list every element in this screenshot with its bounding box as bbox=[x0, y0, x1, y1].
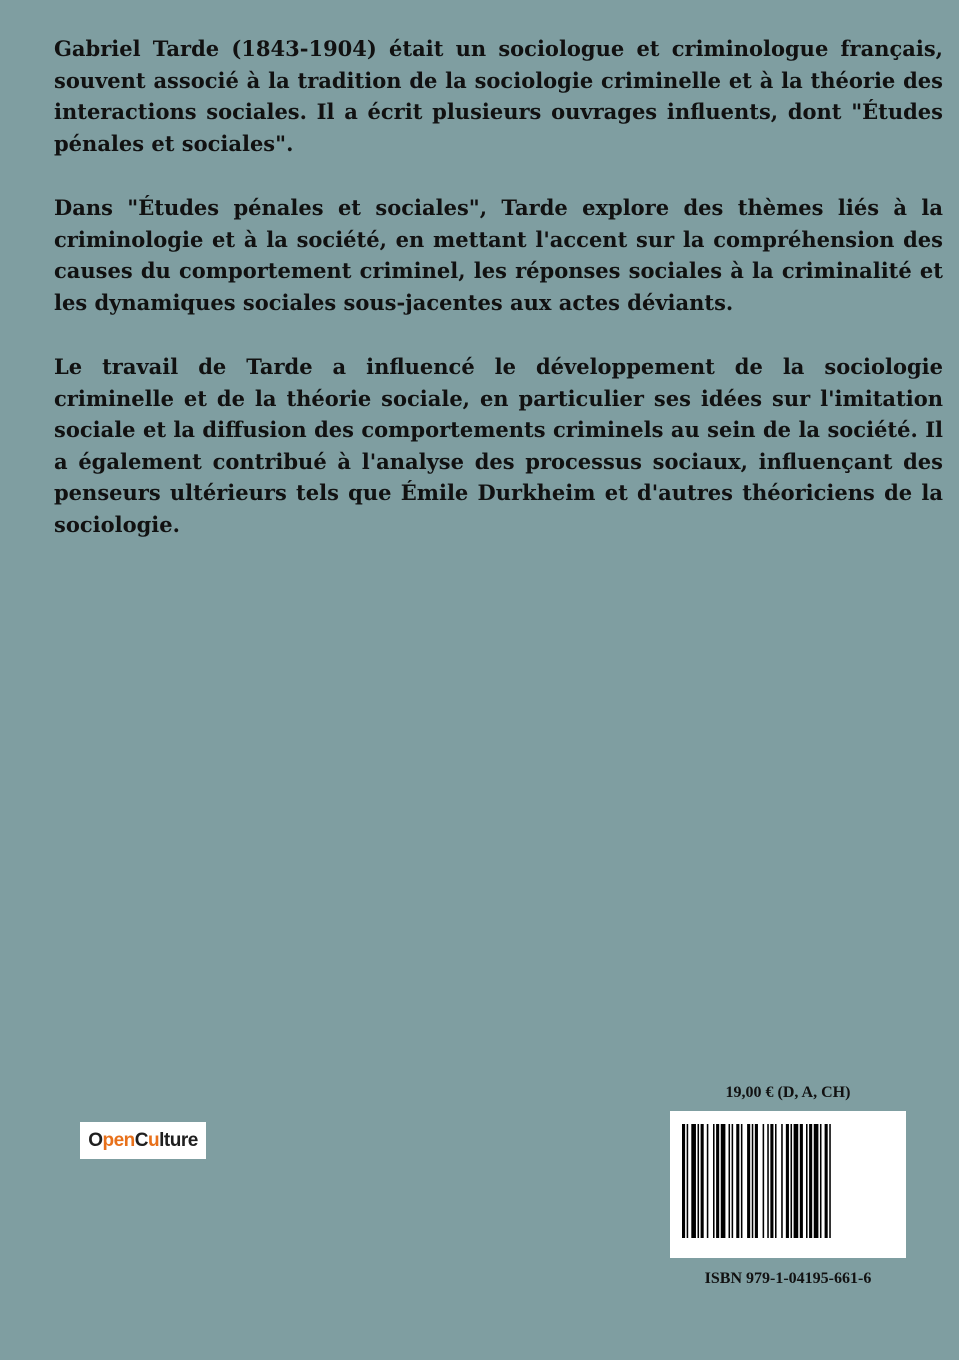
barcode-bar bbox=[736, 1124, 739, 1238]
barcode-bar bbox=[752, 1124, 754, 1238]
paragraph-biography: Gabriel Tarde (1843-1904) était un sociologue et criminologue français, souvent associé à la tradition de la sociologie criminelle et à la théorie des interactions sociales. Il a écrit plusieurs ouvrages influents, dont "Études pénales et sociales". bbox=[54, 36, 943, 156]
barcode-bar bbox=[829, 1124, 831, 1238]
barcode-bar bbox=[781, 1124, 783, 1238]
barcode-bar bbox=[794, 1124, 799, 1238]
barcode-bar bbox=[687, 1124, 689, 1238]
barcode-bar bbox=[820, 1124, 822, 1238]
barcode-bar bbox=[809, 1124, 812, 1238]
paragraph-influence: Le travail de Tarde a influencé le développement de la sociologie criminelle et de la théorie sociale, en particulier ses idées sur l'imitation sociale et la diffusion des comportements criminels au sein de la société. Il a également contribué à l'analyse des processus sociaux, influençant des penseurs ultérieurs tels que Émile Durkheim et d'autres théoriciens de la sociologie. bbox=[54, 354, 943, 537]
barcode-bar bbox=[729, 1124, 731, 1238]
barcode-bars-icon bbox=[682, 1124, 894, 1238]
barcode-bar bbox=[716, 1124, 719, 1238]
barcode-bar bbox=[786, 1124, 789, 1238]
barcode-bar bbox=[698, 1124, 700, 1238]
barcode-bar bbox=[721, 1124, 726, 1238]
back-cover-description bbox=[54, 33, 943, 573]
price-label: 19,00 € (D, A, CH) bbox=[725, 1084, 851, 1101]
barcode-bar bbox=[682, 1124, 685, 1238]
barcode-bar bbox=[755, 1124, 758, 1238]
barcode-bar bbox=[791, 1124, 793, 1238]
barcode-bar bbox=[775, 1124, 777, 1238]
barcode-bar bbox=[806, 1124, 808, 1238]
barcode-bar bbox=[800, 1124, 803, 1238]
openculture-logo: O pen C u lture bbox=[80, 1122, 206, 1159]
barcode-bar bbox=[741, 1124, 743, 1238]
barcode-bar bbox=[707, 1124, 709, 1238]
paragraph-book-summary: Dans "Études pénales et sociales", Tarde explore des thèmes liés à la criminologie et à la société, en mettant l'accent sur la compréhension des causes du comportement criminel, les réponses sociales à la criminalité et les dynamiques sociales sous-jacentes aux actes déviants. bbox=[54, 195, 943, 315]
barcode-bar bbox=[814, 1124, 819, 1238]
barcode-bar bbox=[691, 1124, 696, 1238]
barcode bbox=[670, 1111, 906, 1258]
isbn-label: ISBN 979-1-04195-661-6 bbox=[704, 1270, 872, 1287]
barcode-bar bbox=[825, 1124, 828, 1238]
barcode-bar bbox=[713, 1124, 715, 1238]
barcode-bar bbox=[701, 1124, 704, 1238]
barcode-bar bbox=[747, 1124, 750, 1238]
barcode-bar bbox=[763, 1124, 765, 1238]
barcode-bar bbox=[732, 1124, 734, 1238]
barcode-bar bbox=[770, 1124, 773, 1238]
barcode-bar bbox=[767, 1124, 769, 1238]
